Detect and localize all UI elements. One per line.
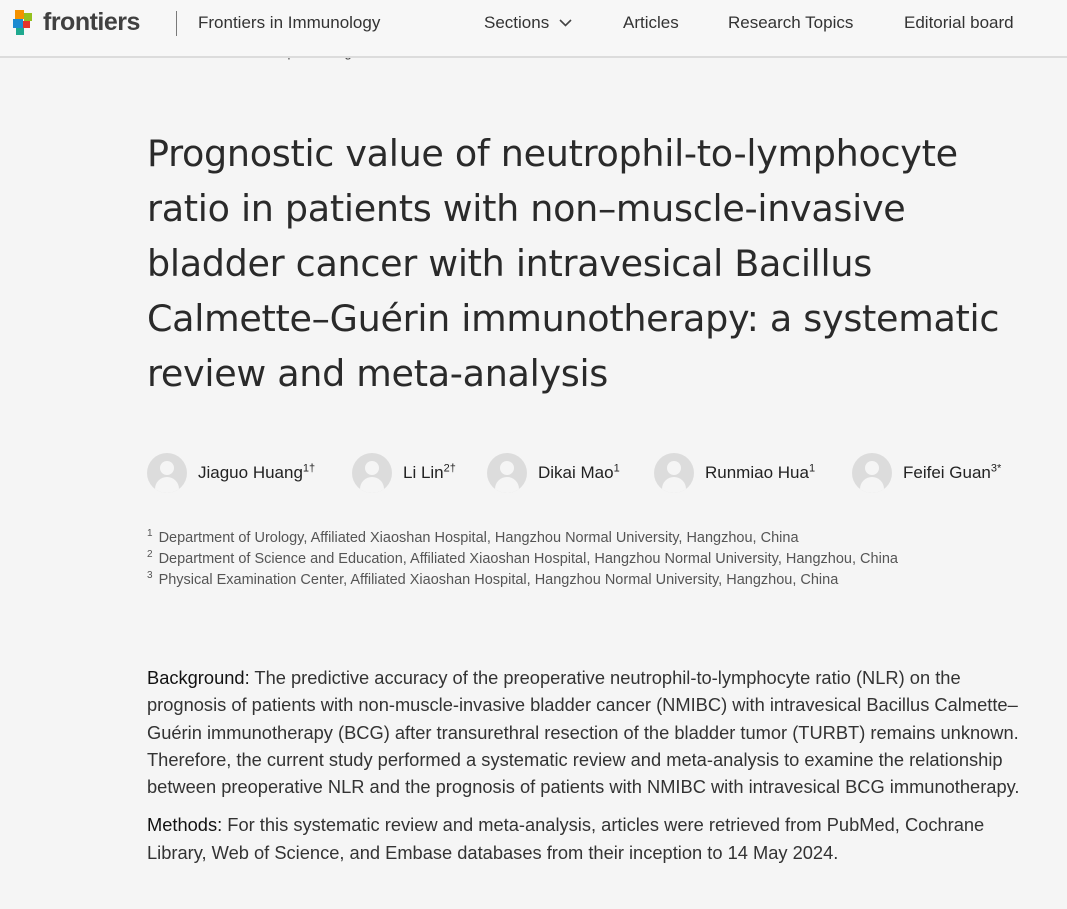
author-item[interactable] — [147, 453, 315, 493]
user-avatar-icon — [654, 453, 694, 493]
background-label: Background: — [147, 667, 250, 688]
abstract-methods — [147, 811, 1027, 866]
user-avatar-icon — [487, 453, 527, 493]
affiliation-item: $^2$ Department of Science and Education, Affiliated Xiaoshan Hospital, Hangzhou Normal University, Hangzhou, China — [147, 549, 898, 567]
nav-research-topics-link[interactable]: Research Topics — [728, 13, 854, 32]
user-avatar-icon — [352, 453, 392, 493]
affiliation-item: $^1$ Department of Urology, Affiliated Xiaoshan Hospital, Hangzhou Normal University, Hangzhou, China — [147, 528, 799, 546]
abstract — [147, 664, 1027, 866]
methods-text: For this systematic review and meta-analysis, articles were retrieved from PubMed, Cochrane Library, Web of Science, and Embase databases from their inception to 14 May 2024. — [147, 814, 985, 863]
author-item[interactable] — [654, 453, 815, 493]
nav-editorial-board-link[interactable]: Editorial board — [904, 13, 1014, 32]
article-title: Prognostic value of neutrophil-to-lymphocyte ratio in patients with non–muscle-invasive bladder cancer with intravesical Bacillus Calmette–Guérin immunotherapy: a systematic review and meta-analysis — [147, 132, 1000, 395]
author-name: Li Lin$^{2\dagger}$ — [403, 462, 456, 482]
author-name: Jiaguo Huang$^{1\dagger}$ — [198, 462, 316, 482]
frontiers-logo[interactable] — [13, 8, 140, 36]
affiliation-item: $^3$ Physical Examination Center, Affiliated Xiaoshan Hospital, Hangzhou Normal University, Hangzhou, China — [147, 570, 839, 588]
user-avatar-icon — [852, 453, 892, 493]
user-avatar-icon — [147, 453, 187, 493]
affiliation-list — [147, 528, 1027, 591]
author-name: Feifei Guan$^{3*}$ — [903, 462, 1002, 482]
logo-text: frontiers — [43, 8, 140, 36]
frontiers-logo-icon — [13, 9, 39, 35]
author-item[interactable] — [352, 453, 456, 493]
methods-label: Methods: — [147, 814, 223, 836]
top-navigation-bar — [0, 0, 1067, 58]
journal-name-link[interactable]: Frontiers in Immunology — [198, 13, 381, 32]
nav-sections-label: Sections — [484, 13, 550, 32]
abstract-background — [147, 664, 1027, 800]
author-list — [147, 453, 1047, 493]
nav-articles-link[interactable]: Articles — [623, 13, 679, 32]
chevron-down-icon — [559, 19, 572, 27]
author-item[interactable] — [487, 453, 620, 493]
author-item[interactable] — [852, 453, 1001, 493]
background-text: The predictive accuracy of the preoperative neutrophil-to-lymphocyte ratio (NLR) on the prognosis of patients with non-muscle-invasive bladder cancer (NMIBC) with intravesical Bacillus Calmette–Guérin immunotherapy (BCG) after transurethral resection of the bladder tumor (TURBT) remains unknown. Therefore, the current study performed a systematic review and meta-analysis to examine the relationship between preoperative NLR and the prognosis of patients with NMIBC with intravesical BCG immunotherapy. — [147, 667, 1020, 798]
header-divider — [176, 11, 177, 36]
author-name: Runmiao Hua$^1$ — [705, 462, 816, 482]
nav-sections-dropdown[interactable] — [484, 13, 572, 33]
author-name: Dikai Mao$^1$ — [538, 462, 620, 482]
